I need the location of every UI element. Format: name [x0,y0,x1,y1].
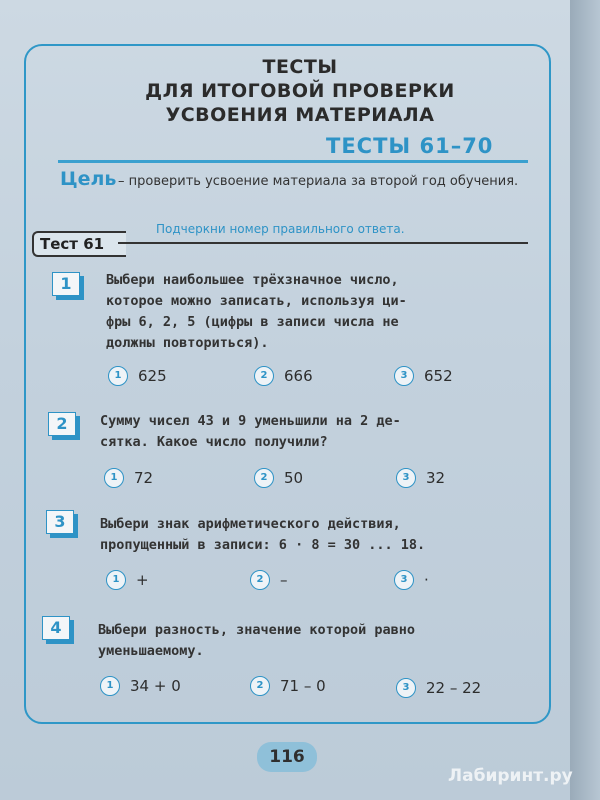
option-number-icon: 1 [104,468,124,488]
option-number-icon: 2 [250,676,270,696]
test-tab-line [118,242,528,244]
question-text-1 [106,270,536,354]
option-text: 72 [134,469,154,487]
title-line-3: УСВОЕНИЯ МАТЕРИАЛА [165,104,435,126]
question-number-2: 2 [48,412,76,436]
goal-text: – проверить усвоение материала за второй год обучения. [118,174,519,189]
goal-divider [58,160,528,163]
answer-option[interactable] [254,468,303,488]
answer-option[interactable] [108,366,167,386]
question-number-4: 4 [42,616,70,640]
watermark: Лабиринт.ру [448,766,573,786]
answer-option[interactable] [394,570,429,590]
question-line: сятка. Какое число получили? [100,434,328,450]
option-text: 666 [284,367,313,385]
option-number-icon: 3 [396,678,416,698]
question-text-3 [100,514,530,556]
question-line: Выбери разность, значение которой равно [98,622,415,638]
tests-range-heading: ТЕСТЫ 61–70 [326,134,494,158]
option-number-icon: 2 [254,468,274,488]
option-number-icon: 3 [396,468,416,488]
question-line: пропущенный в записи: 6 · 8 = 30 ... 18. [100,537,426,553]
option-text: 652 [424,367,453,385]
option-text: 625 [138,367,167,385]
option-text: – [280,571,288,589]
question-number-1: 1 [52,272,80,296]
option-number-icon: 3 [394,570,414,590]
option-text: 50 [284,469,304,487]
question-line: Выбери наибольшее трёхзначное число, [106,272,399,288]
option-number-icon: 1 [106,570,126,590]
option-number-icon: 1 [108,366,128,386]
question-line: которое можно записать, используя ци- [106,293,407,309]
question-number-3: 3 [46,510,74,534]
answer-option[interactable] [394,366,453,386]
option-text: 71 – 0 [280,677,326,695]
option-text: 22 – 22 [426,679,482,697]
option-text: + [136,571,149,589]
option-number-icon: 3 [394,366,414,386]
question-line: Выбери знак арифметического действия, [100,516,401,532]
question-text-2 [100,411,530,453]
option-number-icon: 2 [250,570,270,590]
test-tab: Тест 61 [32,231,126,257]
question-line: фры 6, 2, 5 (цифры в записи числа не [106,314,399,330]
option-text: · [424,571,429,589]
answer-option[interactable] [104,468,153,488]
option-number-icon: 2 [254,366,274,386]
page-number: 116 [257,742,317,772]
answer-option[interactable] [250,676,326,696]
option-text: 32 [426,469,446,487]
answer-option[interactable] [106,570,149,590]
question-line: должны повториться). [106,335,269,351]
answer-option[interactable] [396,468,445,488]
answer-option[interactable] [100,676,181,696]
test-instruction: Подчеркни номер правильного ответа. [156,222,405,236]
question-text-4 [98,620,528,662]
title-line-2: ДЛЯ ИТОГОВОЙ ПРОВЕРКИ [145,80,455,102]
question-line: Сумму чисел 43 и 9 уменьшили на 2 де- [100,413,401,429]
question-line: уменьшаемому. [98,643,204,659]
option-number-icon: 1 [100,676,120,696]
title-line-1: ТЕСТЫ [262,56,338,78]
answer-option[interactable] [254,366,313,386]
option-text: 34 + 0 [130,677,181,695]
goal-label: Цель [60,168,117,190]
answer-option[interactable] [396,678,481,698]
answer-option[interactable] [250,570,288,590]
